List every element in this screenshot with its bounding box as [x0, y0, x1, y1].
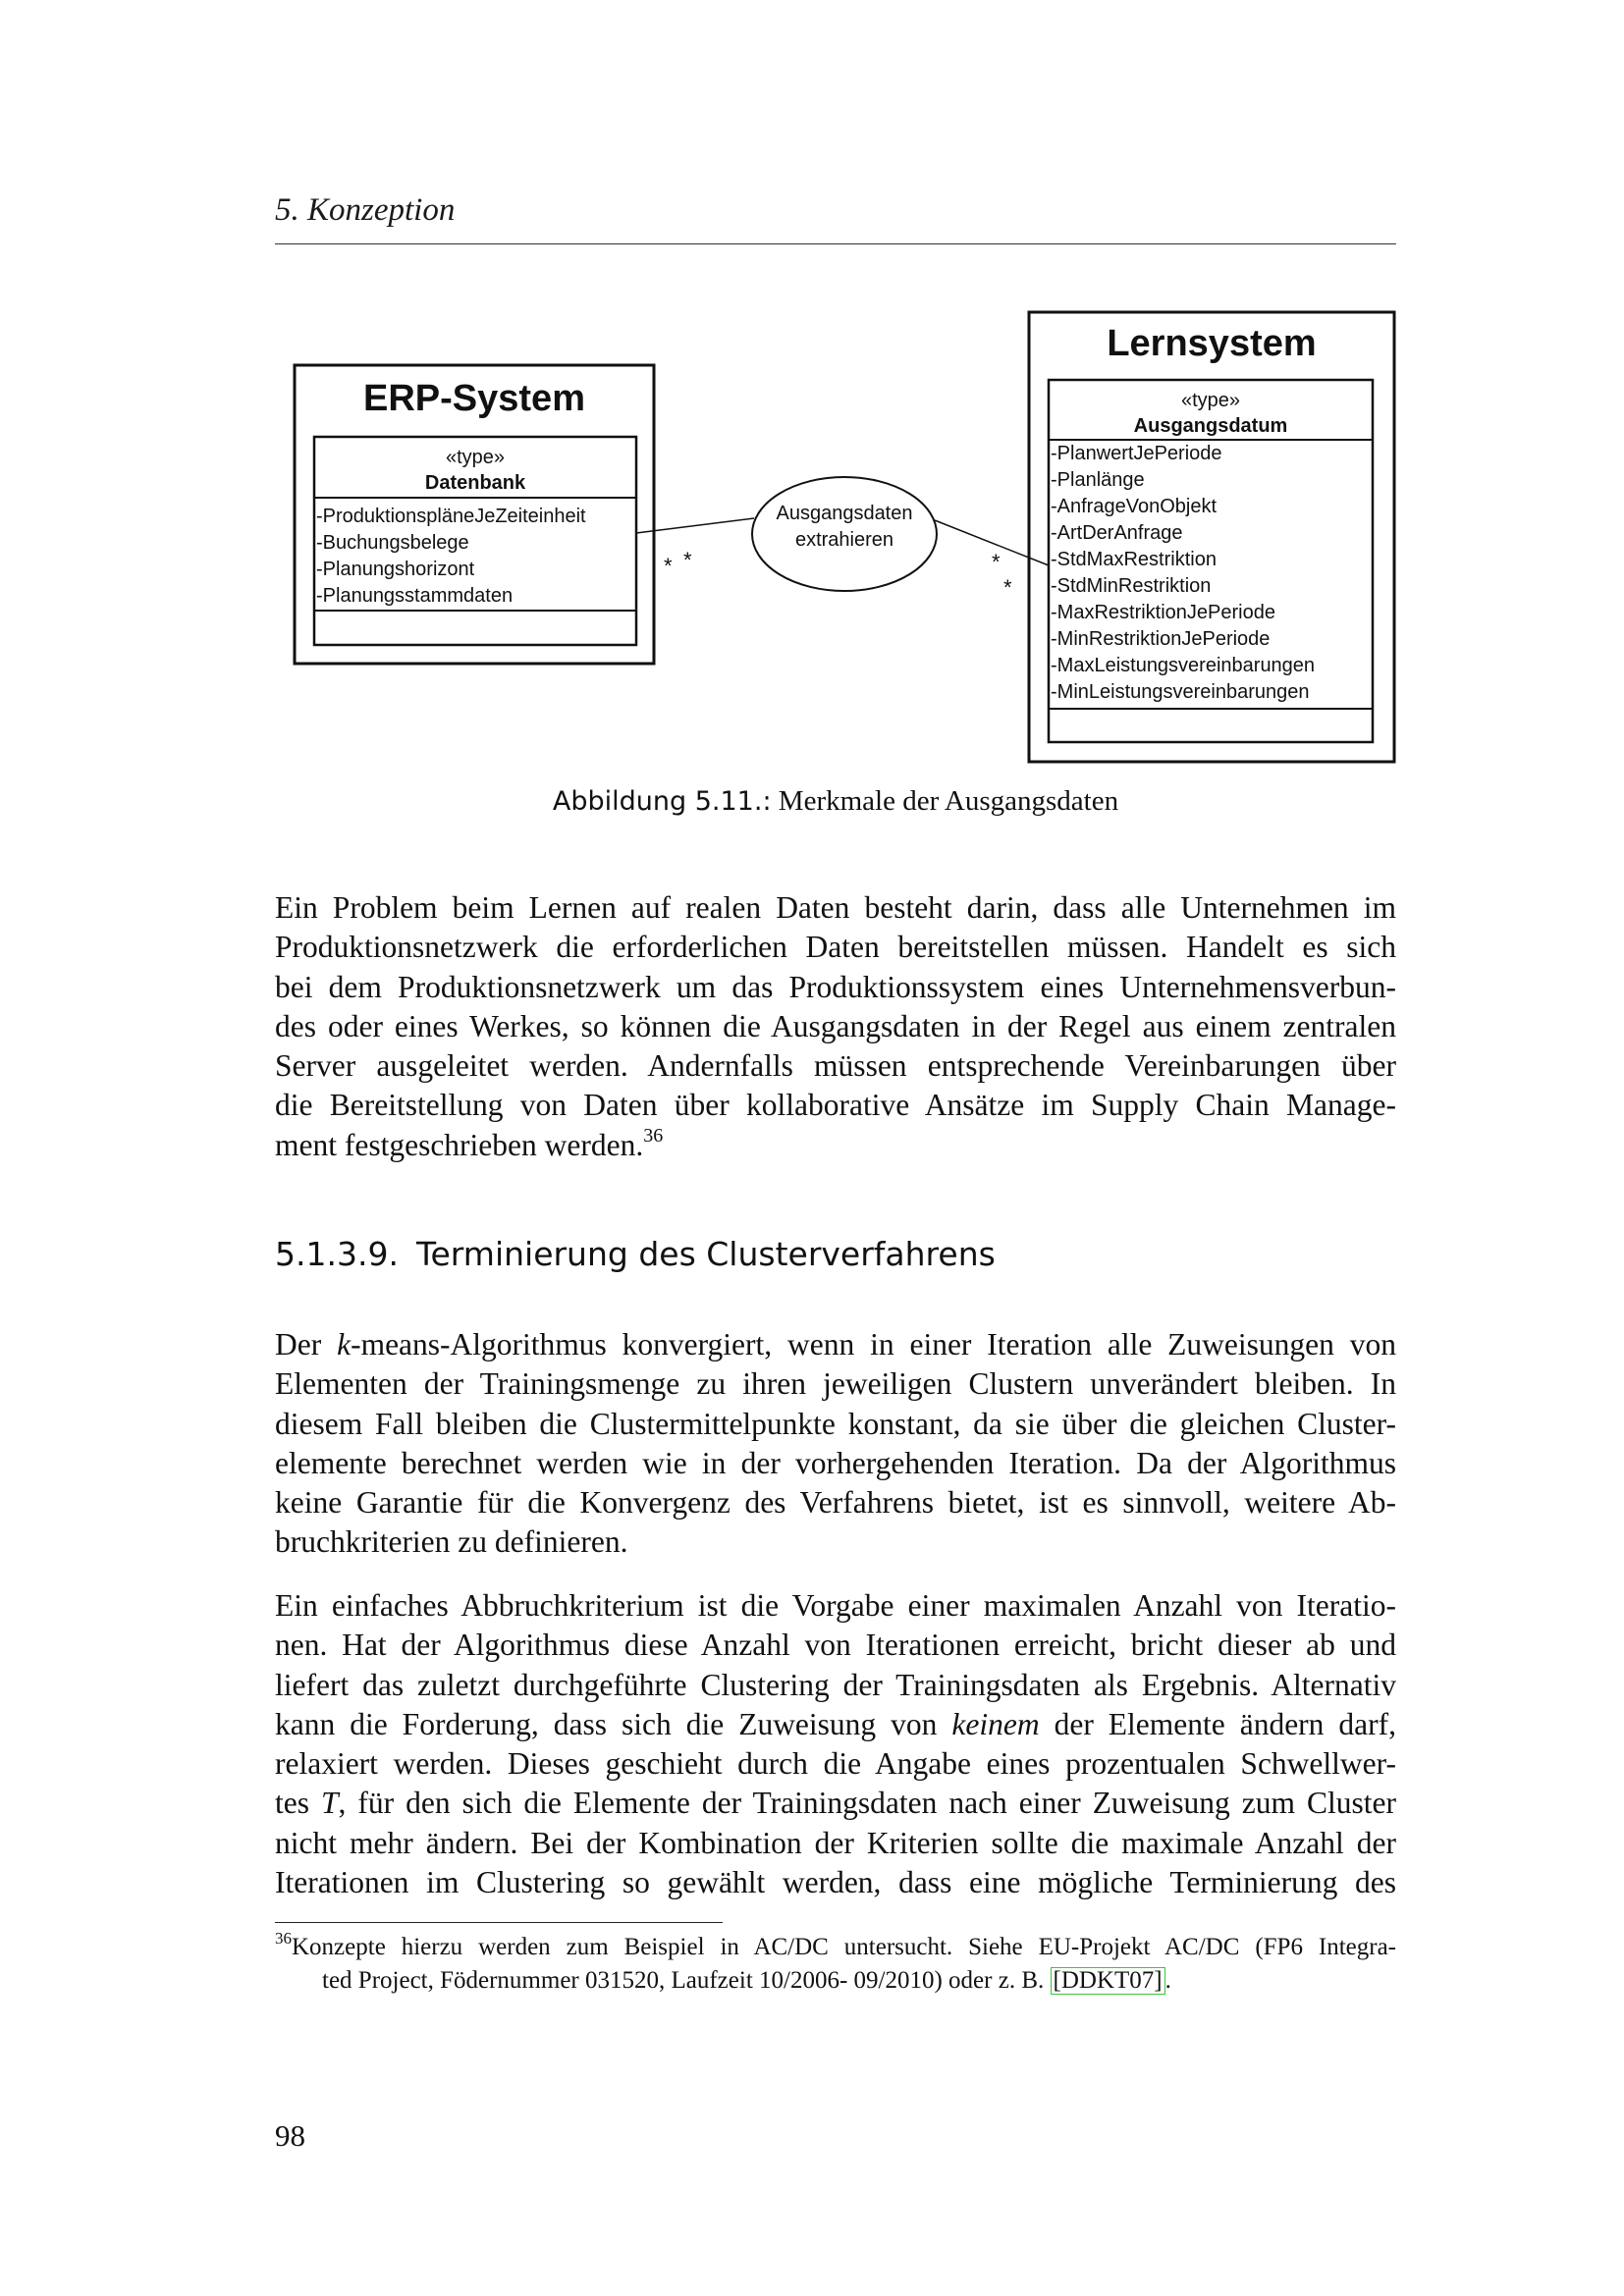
footnote-line	[275, 1964, 1396, 1998]
citation-link[interactable]: [DDKT07]	[1051, 1967, 1165, 1995]
math-t: T	[321, 1786, 339, 1821]
paragraph-data-availability	[275, 888, 1396, 1165]
text-line: elemente berechnet werden wie in der vorhergehenden Iteration. Da der Algorithmus	[275, 1445, 1396, 1480]
uml-diagram	[275, 294, 1396, 785]
figure-caption	[275, 785, 1396, 818]
text-line: Elementen der Trainingsmenge zu ihren jeweiligen Clustern unverändert bleiben. In	[275, 1366, 1396, 1402]
usecase-label: Ausgangsdaten	[776, 503, 913, 524]
text-fragment: ted Project, Födernummer 031520, Laufzeit 10/2006- 09/2010) oder z. B.	[322, 1967, 1051, 1994]
ausgangsdatum-attribute: -MinRestriktionJePeriode	[1051, 628, 1271, 650]
paragraph-kmeans-convergence	[275, 1325, 1396, 1563]
datenbank-attribute: -ProduktionspläneJeZeiteinheit	[316, 506, 586, 527]
uml-figure	[275, 294, 1396, 785]
text-fragment: ment festgeschrieben werden.	[275, 1127, 644, 1162]
footnote-line	[275, 1931, 1396, 1964]
text-line: liefert das zuletzt durchgeführte Clustering der Trainingsdaten als Ergebnis. Alternativ	[275, 1667, 1396, 1702]
figure-caption-label: Abbildung 5.11.:	[552, 786, 772, 817]
ausgangsdatum-attribute: -ArtDerAnfrage	[1051, 522, 1183, 544]
text-line	[275, 1784, 1396, 1823]
ausgangsdatum-attribute: -MaxLeistungsvereinbarungen	[1051, 655, 1316, 676]
datenbank-class-name: Datenbank	[424, 472, 526, 494]
ausgangsdatum-attribute: -StdMaxRestriktion	[1051, 549, 1217, 570]
text-line: Ein einfaches Abbruchkriterium ist die Vorgabe einer maximalen Anzahl von Iteratio-	[275, 1588, 1396, 1623]
text-line: Server ausgeleitet werden. Andernfalls müssen entsprechende Vereinbarungen über	[275, 1048, 1396, 1084]
ausgangsdatum-attribute: -StdMinRestriktion	[1051, 575, 1212, 597]
section-title: Terminierung des Clusterverfahrens	[415, 1235, 996, 1273]
section-number: 5.1.3.9.	[275, 1235, 399, 1273]
text-line: Produktionsnetzwerk die erforderlichen Daten bereitstellen müssen. Handelt es sich	[275, 930, 1396, 965]
usecase-label: extrahieren	[794, 529, 894, 551]
text-fragment: Konzepte hierzu werden zum Beispiel in AC/DC untersucht. Siehe EU-Projekt AC/DC (FP6 Integra-	[292, 1934, 1396, 1960]
footnote	[275, 1931, 1396, 1998]
text-line	[275, 1705, 1396, 1744]
ausgangsdatum-class-name: Ausgangsdatum	[1133, 415, 1288, 437]
emphasis: keinem	[951, 1706, 1040, 1741]
text-line	[275, 1325, 1396, 1364]
section-heading	[275, 1235, 996, 1273]
text-line: Iterationen im Clustering so gewählt werden, dass eine mögliche Terminierung des	[275, 1865, 1396, 1900]
text-fragment: kann die Forderung, dass sich die Zuweisung von	[275, 1706, 952, 1741]
datenbank-stereotype: «type»	[445, 447, 506, 468]
text-fragment: tes	[275, 1786, 321, 1821]
paragraph-abort-criteria	[275, 1586, 1396, 1902]
footnote-number: 36	[275, 1929, 292, 1948]
datenbank-attribute: -Planungsstammdaten	[316, 585, 514, 607]
figure-caption-text: Merkmale der Ausgangsdaten	[778, 785, 1119, 817]
text-fragment: -means-Algorithmus konvergiert, wenn in einer Iteration alle Zuweisungen von	[351, 1327, 1396, 1362]
erp-system-title: ERP-System	[363, 378, 585, 419]
ausgangsdatum-attribute: -MinLeistungsvereinbarungen	[1051, 681, 1310, 703]
ausgangsdatum-attribute: -Planlänge	[1051, 469, 1145, 491]
page-number: 98	[275, 2118, 305, 2153]
text-line: des oder eines Werkes, so können die Ausgangsdaten in der Regel aus einem zentralen	[275, 1008, 1396, 1043]
datenbank-attribute: -Planungshorizont	[316, 559, 475, 580]
text-line: diesem Fall bleiben die Clustermittelpunkte konstant, da sie über die gleichen Cluster-	[275, 1406, 1396, 1441]
ausgangsdatum-attribute: -MaxRestriktionJePeriode	[1051, 602, 1275, 623]
footnote-rule	[275, 1922, 723, 1923]
ausgangsdatum-attribute: -PlanwertJePeriode	[1051, 443, 1222, 464]
footnote-marker[interactable]: 36	[643, 1124, 664, 1147]
text-fragment: der Elemente ändern darf,	[1039, 1706, 1396, 1741]
text-line: Ein Problem beim Lernen auf realen Daten besteht darin, dass alle Unternehmen im	[275, 890, 1396, 925]
lernsystem-title: Lernsystem	[1107, 323, 1317, 364]
text-line	[275, 1126, 1396, 1165]
text-line: bruchkriterien zu definieren.	[275, 1524, 628, 1560]
text-fragment: Der	[275, 1327, 338, 1362]
running-head: 5. Konzeption	[275, 192, 456, 228]
text-fragment: .	[1164, 1967, 1171, 1994]
ausgangsdatum-attribute: -AnfrageVonObjekt	[1051, 496, 1217, 517]
ausgangsdatum-stereotype: «type»	[1180, 390, 1241, 411]
math-k: k	[337, 1327, 352, 1362]
text-line: nicht mehr ändern. Bei der Kombination der Kriterien sollte die maximale Anzahl der	[275, 1825, 1396, 1860]
header-rule	[275, 243, 1396, 244]
text-line: nen. Hat der Algorithmus diese Anzahl von Iterationen erreicht, bricht dieser ab und	[275, 1628, 1396, 1663]
text-fragment: , für den sich die Elemente der Trainingsdaten nach einer Zuweisung zum Cluster	[338, 1786, 1396, 1821]
text-line: relaxiert werden. Dieses geschieht durch die Angabe eines prozentualen Schwellwer-	[275, 1746, 1396, 1782]
datenbank-attribute: -Buchungsbelege	[316, 532, 469, 554]
multiplicity-label: *	[683, 548, 692, 572]
text-line: bei dem Produktionsnetzwerk um das Produktionssystem eines Unternehmensverbun-	[275, 969, 1396, 1004]
text-line: keine Garantie für die Konvergenz des Verfahrens bietet, ist es sinnvoll, weitere Ab-	[275, 1485, 1396, 1521]
multiplicity-label: *	[992, 550, 1001, 574]
multiplicity-label: *	[664, 554, 673, 578]
text-line: die Bereitstellung von Daten über kollaborative Ansätze im Supply Chain Manage-	[275, 1088, 1396, 1123]
multiplicity-label: *	[1003, 575, 1012, 600]
